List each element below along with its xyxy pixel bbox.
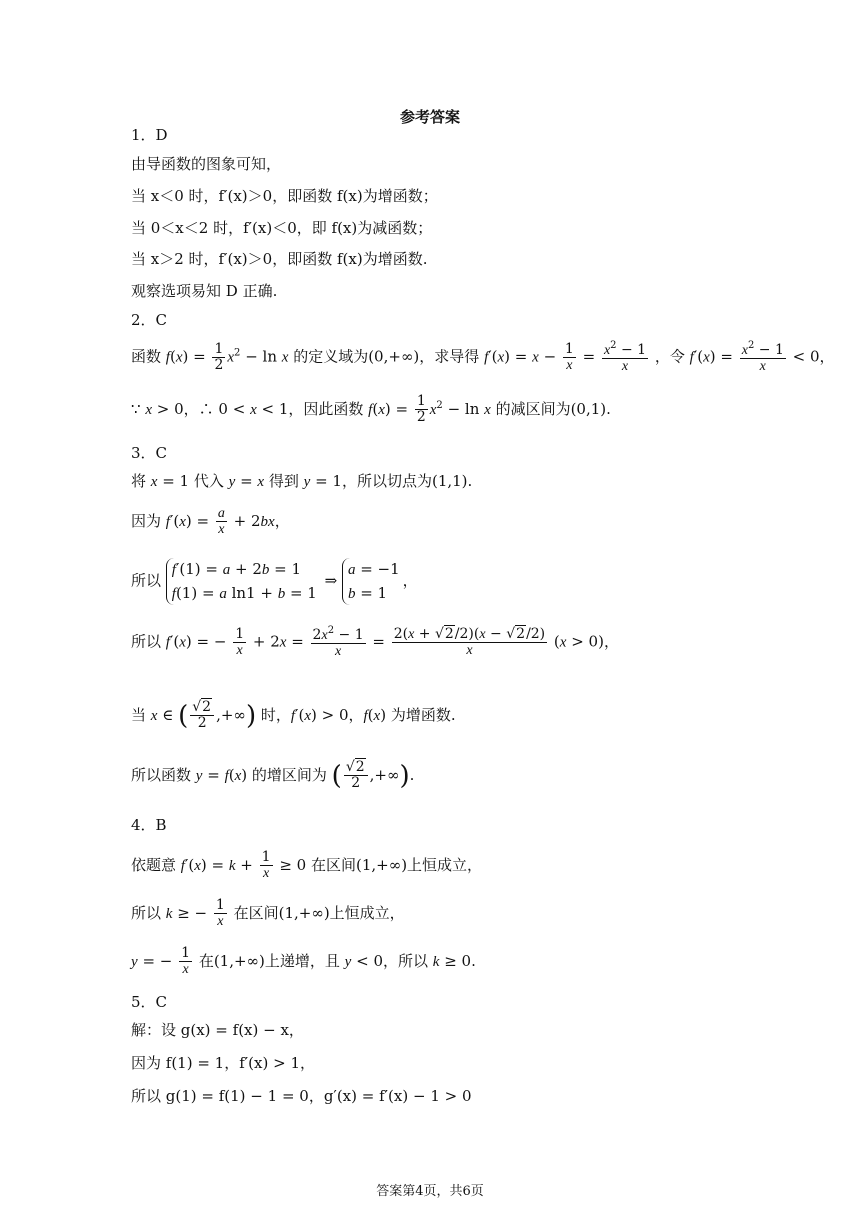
q3-line-4: 所以 f′(x) = − $\frac{1}{x}$ + 2x = $\frac{2x^2 - 1}{x}$ = $\frac{2(x + √2/2)(x - √2/2)}{x}$ (x > 0)， bbox=[131, 625, 619, 660]
q1-line-4: 当 x＞2 时，f′(x)＞0，即函数 f(x)为增函数. bbox=[131, 250, 428, 268]
q5-line-3: 所以 g(1) = f(1) − 1 = 0，g′(x) = f′(x) − 1 > 0 bbox=[131, 1087, 472, 1105]
q1-line-1: 由导函数的图象可知， bbox=[131, 155, 282, 173]
q4-line-3: y = − $\frac{1}{x}$ 在(1,+∞)上递增，且 y < 0，所以 k ≥ 0. bbox=[131, 945, 476, 978]
q2-line-1: 函数 f(x) = $\frac{1}{2}$ $x^2 - \ln x$ 的定义域为(0,+∞)，求导得 f′(x) = x − $\frac{1}{x}$ = $\frac{x^2 - 1}{x}$ ，令 f′(x) = $\frac{x^2 - 1}{x}$ < 0， bbox=[131, 340, 835, 375]
q1-line-2: 当 x＜0 时，f′(x)＞0，即函数 f(x)为增函数； bbox=[131, 187, 438, 205]
q3-line-5: 当 x ∈ ( $\frac{√2}{2}$ ,+∞) 时，f′(x) > 0，f(x) 为增函数. bbox=[131, 699, 456, 732]
q1-line-5: 观察选项易知 D 正确. bbox=[131, 282, 278, 300]
q3-line-2: 因为 f′(x) = $\frac{a}{x}$ + 2bx， bbox=[131, 506, 290, 538]
q4-line-2: 所以 k ≥ − $\frac{1}{x}$ 在区间(1,+∞)上恒成立， bbox=[131, 897, 405, 930]
q5-line-1: 解：设 g(x) = f(x) − x， bbox=[131, 1021, 304, 1039]
q4-line-1: 依题意 f′(x) = k + $\frac{1}{x}$ ≥ 0 在区间(1,+∞)上恒成立， bbox=[131, 849, 483, 882]
q2-line-2: ∵ x > 0，∴ 0 < x < 1，因此函数 f(x) = $\frac{1}{2}$ $x^2 - \ln x$ 的减区间为(0,1). bbox=[131, 393, 611, 426]
q5-line-2: 因为 f(1) = 1，f′(x) > 1， bbox=[131, 1054, 315, 1072]
q3-line-1: 将 x = 1 代入 y = x 得到 y = 1，所以切点为(1,1). bbox=[131, 472, 473, 490]
q3-line-6: 所以函数 y = f(x) 的增区间为 ( $\frac{√2}{2}$ ,+∞). bbox=[131, 759, 415, 792]
answer-label-5: 5．C bbox=[131, 993, 168, 1011]
page-footer: 答案第4页，共6页 bbox=[376, 1184, 484, 1199]
page-title: 参考答案 bbox=[399, 108, 460, 126]
answer-label-4: 4．B bbox=[131, 816, 167, 834]
q1-line-3: 当 0＜x＜2 时，f′(x)＜0，即 f(x)为减函数； bbox=[131, 219, 433, 237]
answer-label-1: 1．D bbox=[131, 126, 168, 144]
answer-label-2: 2．C bbox=[131, 311, 168, 329]
q3-line-3: 所以 f′(1) = a + 2b = 1 f(1) = a ln1 + b = 1 ⇒ a = −1 b = 1， bbox=[131, 558, 418, 605]
answer-label-3: 3．C bbox=[131, 444, 168, 462]
